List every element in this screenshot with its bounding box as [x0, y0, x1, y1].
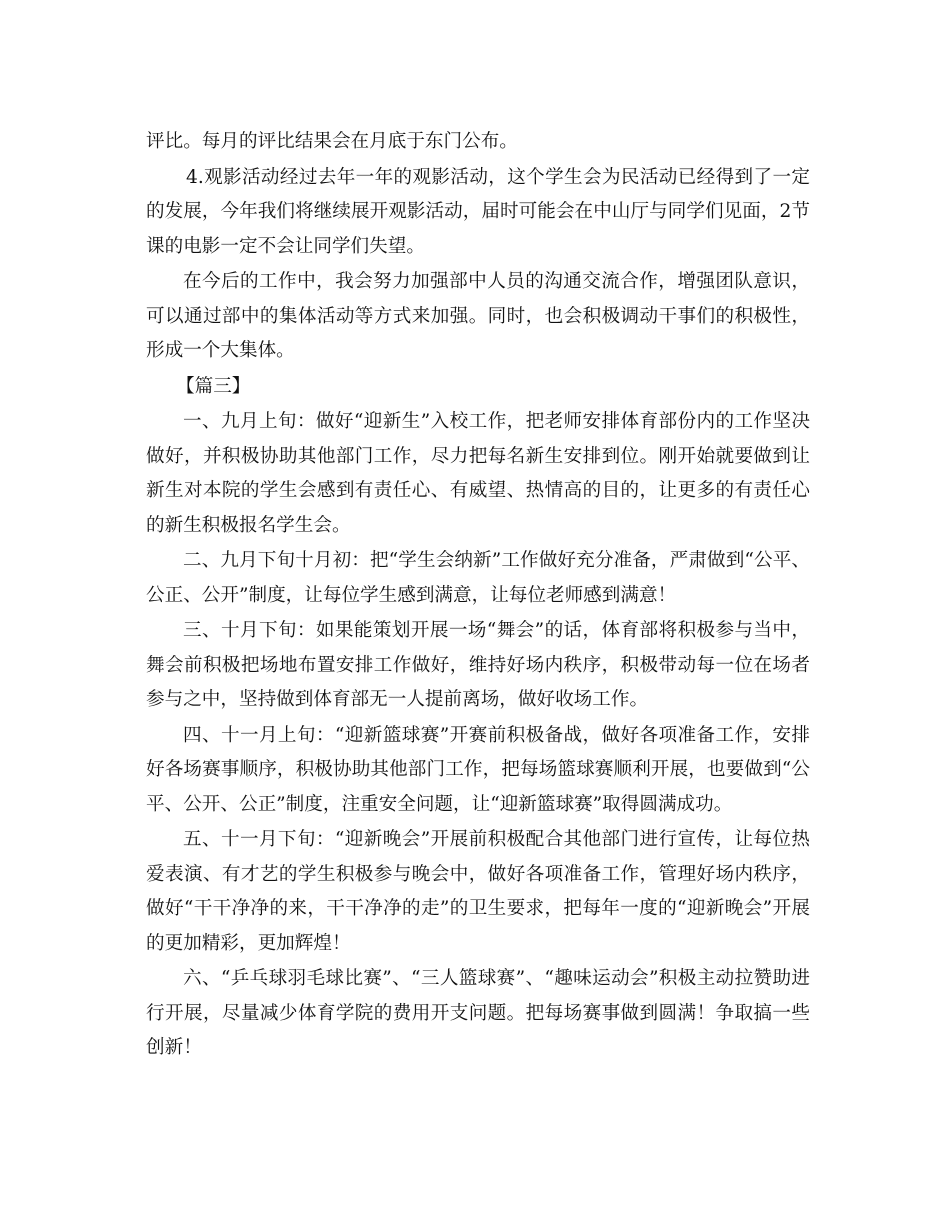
paragraph-continuation: 评比。每月的评比结果会在月底于东门公布。	[146, 131, 518, 152]
paragraph-item-4: 4.观影活动经过去年一年的观影活动，这个学生会为民活动已经得到了一定的发展，今年我们将继续展开观影活动，届时可能会在中山厅与同学们见面，2节课的电影一定不会让同学们失望。	[146, 166, 810, 257]
paragraph-plan-6: 六、“乒乓球羽毛球比赛”、“三人篮球赛”、“趣味运动会”积极主动拉赞助进行开展，尽量减少体育学院的费用开支问题。把每场赛事做到圆满！争取搞一些创新！	[146, 968, 810, 1058]
paragraph-future-work: 在今后的工作中，我会努力加强部中人员的沟通交流合作，增强团队意识，可以通过部中的集体活动等方式来加强。同时，也会积极调动干事们的积极性，形成一个大集体。	[146, 271, 810, 361]
paragraph-plan-3: 三、十月下旬：如果能策划开展一场“舞会”的话，体育部将积极参与当中，舞会前积极把场地布置安排工作做好，维持好场内秩序，积极带动每一位在场者参与之中，坚持做到体育部无一人提前离场，做好收场工作。	[146, 620, 810, 710]
paragraph-plan-1: 一、九月上旬：做好“迎新生”入校工作，把老师安排体育部份内的工作坚决做好，并积极协助其他部门工作，尽力把每名新生安排到位。刚开始就要做到让新生对本院的学生会感到有责任心、有威望、热情高的目的，让更多的有责任心的新生积极报名学生会。	[146, 411, 810, 536]
section-heading: 【篇三】	[176, 375, 251, 397]
paragraph-plan-2: 二、九月下旬十月初：把“学生会纳新”工作做好充分准备，严肃做到“公平、公正、公开”制度，让每位学生感到满意，让每位老师感到满意！	[146, 550, 810, 606]
paragraph-plan-5: 五、十一月下旬：“迎新晚会”开展前积极配合其他部门进行宣传，让每位热爱表演、有才艺的学生积极参与晚会中，做好各项准备工作，管理好场内秩序，做好“干干净净的来，干干净净的走”的卫生要求，把每年一度的“迎新晚会”开展的更加精彩，更加辉煌！	[146, 829, 810, 954]
paragraph-plan-4: 四、十一月上旬：“迎新篮球赛”开赛前积极备战，做好各项准备工作，安排好各场赛事顺序，积极协助其他部门工作，把每场篮球赛顺利开展，也要做到“公平、公开、公正”制度，注重安全问题，让“迎新篮球赛”取得圆满成功。	[146, 724, 810, 815]
document-body	[146, 125, 810, 1067]
